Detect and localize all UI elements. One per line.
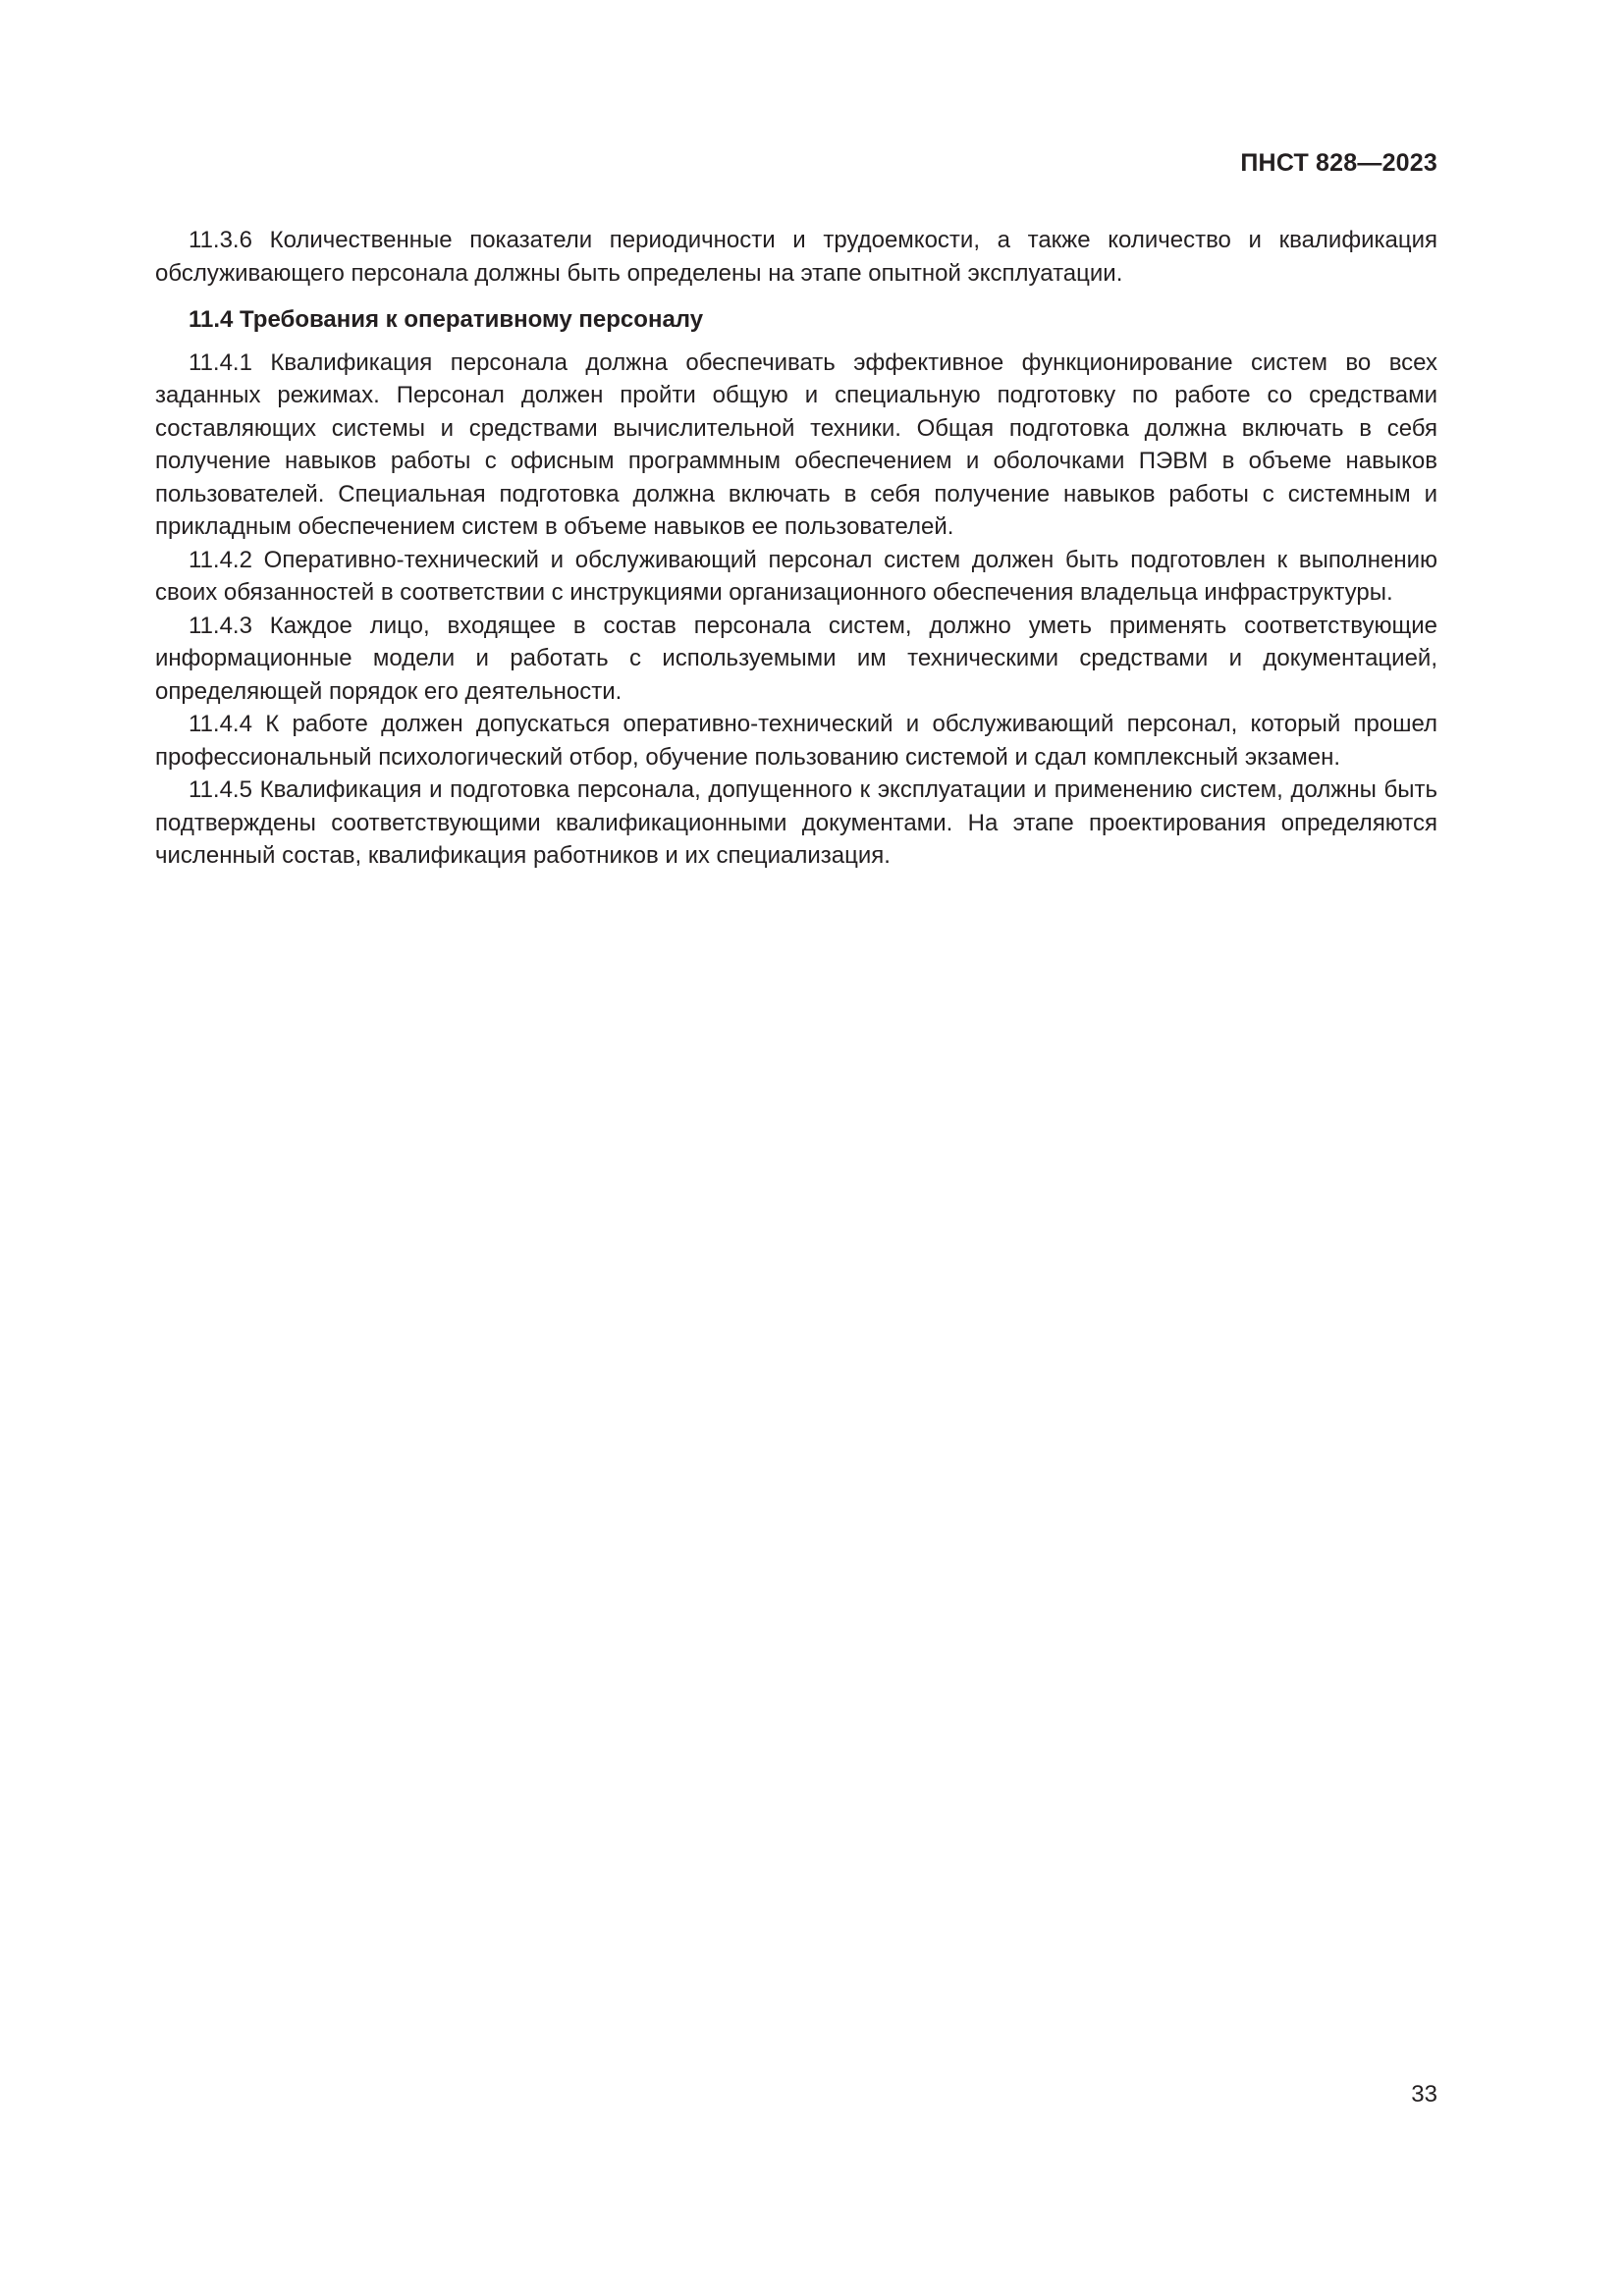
paragraph-11-3-6: 11.3.6 Количественные показатели периодичности и трудоемкости, а также количество и квалификация обслуживающего персонала должны быть определены на этапе опытной эксплуатации. [155,227,1437,287]
page-number: 33 [1411,2081,1437,2108]
document-body [155,224,1437,873]
paragraph-11-4-1: 11.4.1 Квалификация персонала должна обеспечивать эффективное функционирование систем во всех заданных режимах. Персонал должен пройти общую и специальную подготовку по работе со средствами составляющих системы и средствами вычислительной техники. Общая подготовка должна включать в себя получение навыков работы с офисным программным обеспечением и оболочками ПЭВМ в объеме навыков пользователей. Специальная подготовка должна включать в себя получение навыков работы с системным и прикладным обеспечением систем в объеме навыков ее пользователей. [155,348,1437,540]
paragraph-11-4-2: 11.4.2 Оперативно-технический и обслуживающий персонал систем должен быть подготовлен к выполнению своих обязанностей в соответствии с инструкциями организационного обеспечения владельца инфраструктуры. [155,546,1437,606]
document-code: ПНСТ 828—2023 [1240,149,1437,177]
section-heading-11-4: 11.4 Требования к оперативному персоналу [189,306,704,333]
paragraph-11-4-3: 11.4.3 Каждое лицо, входящее в состав персонала систем, должно уметь применять соответствующие информационные модели и работать с используемыми им техническими средствами и документацией, определяющей порядок его деятельности. [155,612,1437,705]
paragraph-11-4-4: 11.4.4 К работе должен допускаться оперативно-технический и обслуживающий персонал, который прошел профессиональный психологический отбор, обучение пользованию системой и сдал комплексный экзамен. [155,711,1437,771]
paragraph-11-4-5: 11.4.5 Квалификация и подготовка персонала, допущенного к эксплуатации и применению систем, должны быть подтверждены соответствующими квалификационными документами. На этапе проектирования определяются численный состав, квалификация работников и их специализация. [155,776,1437,869]
